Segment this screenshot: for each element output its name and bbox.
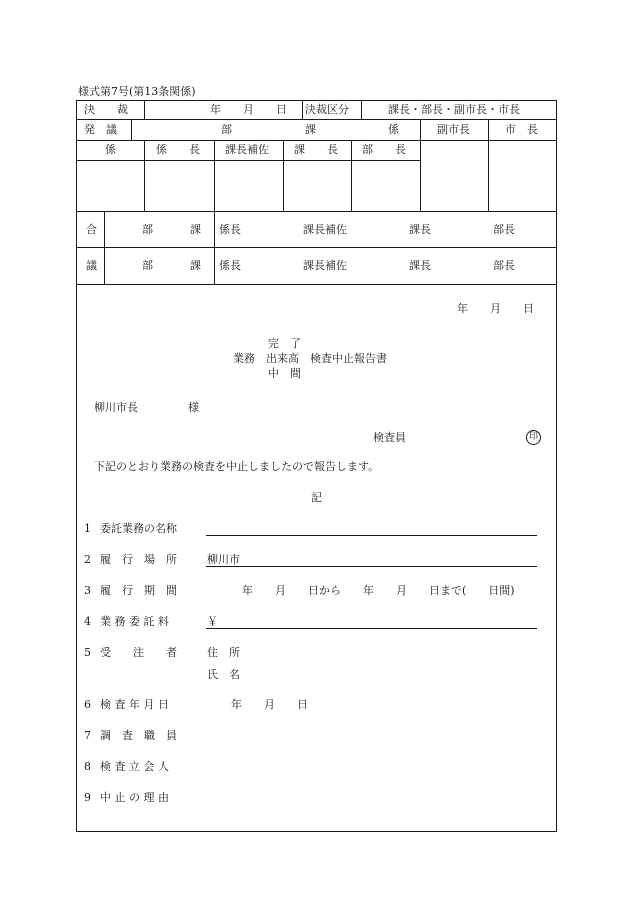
addressee: 柳川市長 [94, 401, 138, 414]
addressee-honorific: 様 [188, 401, 199, 414]
item-label: 履 行 場 所 [100, 553, 177, 566]
item-label: 履 行 期 間 [100, 584, 177, 597]
kakari-label: 係 [105, 143, 116, 156]
goui-bu: 部 [142, 223, 153, 236]
hatsugi-kakari: 係 [388, 123, 399, 136]
item-number: 4 [84, 615, 91, 628]
report-date: 年 月 日 [457, 302, 534, 315]
contractor-address-label: 住 所 [207, 646, 240, 659]
item-label: 中 止 の 理 由 [100, 791, 169, 804]
form-number: 様式第7号(第13条関係) [78, 85, 196, 98]
kakaricho-label: 係 長 [156, 143, 200, 156]
title-option-kanryo: 完 了 [268, 337, 301, 350]
item-value: 年 月 日から 年 月 日まで( 日間) [242, 584, 515, 597]
goui-gi: 議 [86, 259, 97, 272]
item-number: 3 [84, 584, 91, 597]
bucho-label: 部 長 [362, 143, 406, 156]
ki-heading: 記 [311, 491, 322, 504]
kacho-label: 課 長 [294, 143, 338, 156]
goui-kachohosa: 課長補佐 [303, 259, 347, 272]
item-label: 業 務 委 託 料 [100, 615, 169, 628]
item-label: 委託業務の名称 [100, 522, 177, 535]
hatsugi-label: 発 議 [84, 123, 117, 136]
item-number: 6 [84, 698, 91, 711]
item-label: 検 査 年 月 日 [100, 698, 169, 711]
item-value: 柳川市 [207, 553, 240, 566]
goui-kachohosa: 課長補佐 [303, 223, 347, 236]
fukushicho-label: 副市長 [437, 123, 470, 136]
item-number: 1 [84, 522, 91, 535]
goui-kakaricho: 係長 [219, 223, 241, 236]
entry-line [206, 566, 537, 567]
kachohosa-label: 課長補佐 [225, 143, 269, 156]
kessai-label: 決 裁 [84, 103, 128, 116]
item-label: 検 査 立 会 人 [100, 760, 169, 773]
goui-bu: 部 [142, 259, 153, 272]
goui-go: 合 [86, 223, 97, 236]
seal-icon: 印 [526, 430, 541, 445]
goui-kakaricho: 係長 [219, 259, 241, 272]
item-label: 受 注 者 [100, 646, 177, 659]
goui-ka: 課 [190, 259, 201, 272]
inspector-label: 検査員 [373, 431, 406, 444]
kessai-kubun-value: 課長・部長・副市長・市長 [388, 103, 520, 116]
entry-line [206, 535, 537, 536]
intro-text: 下記のとおり業務の検査を中止しましたので報告します。 [94, 460, 380, 473]
item-number: 7 [84, 729, 91, 742]
entry-line [206, 628, 537, 629]
item-value: 年 月 日 [231, 698, 308, 711]
goui-ka: 課 [190, 223, 201, 236]
report-title: 業務 出来高 検査中止報告書 [233, 352, 387, 365]
item-number: 9 [84, 791, 91, 804]
goui-kacho: 課長 [409, 223, 431, 236]
item-number: 5 [84, 646, 91, 659]
item-label: 調 査 職 員 [100, 729, 177, 742]
kessai-date: 年 月 日 [210, 103, 287, 116]
goui-bucho: 部長 [493, 223, 515, 236]
item-value: ￥ [207, 615, 218, 628]
item-number: 2 [84, 553, 91, 566]
hatsugi-ka: 課 [305, 123, 316, 136]
goui-bucho: 部長 [493, 259, 515, 272]
hatsugi-bu: 部 [221, 123, 232, 136]
item-number: 8 [84, 760, 91, 773]
shicho-label: 市 長 [505, 123, 538, 136]
goui-kacho: 課長 [409, 259, 431, 272]
title-option-chukan: 中 間 [268, 367, 301, 380]
contractor-name-label: 氏 名 [207, 668, 240, 681]
kessai-kubun-label: 決裁区分 [305, 103, 349, 116]
